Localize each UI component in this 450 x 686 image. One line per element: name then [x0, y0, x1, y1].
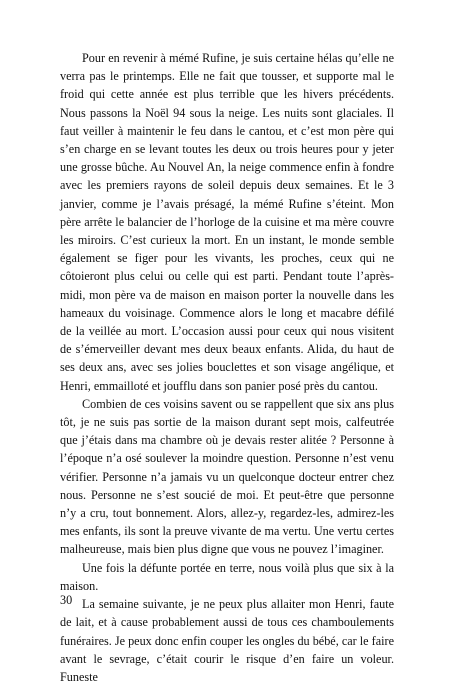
- paragraph-1: Pour en revenir à mémé Rufine, je suis certaine hélas qu’elle ne verra pas le printemps. Elle ne fait que tousser, et supporte mal le froid qui cette année est plus terrible que les hivers précédents. Nous passons la Noël 94 sous la neige. Les nuits sont glaciales. Il faut veiller à maintenir le feu dans le cantou, et c’est mon père qui s’en charge en se levant toutes les deux ou trois heures pour y jeter une grosse bûche. Au Nouvel An, la neige commence enfin à fondre avec les premiers rayons de soleil depuis deux semaines. Et le 3 janvier, comme je l’avais présagé, la mémé Rufine s’éteint. Mon père arrête le balancier de l’horloge de la cuisine et ma mère couvre les miroirs. C’est curieux la mort. En un instant, le monde semble également se figer pour les vivants, les proches, ceux qui ne côtoieront plus celui ou celle qui est parti. Pendant toute l’après-midi, mon père va de maison en maison porter la nouvelle dans les hameaux du voisinage. Commence alors le long et macabre défilé de la veillée au mort. L’occasion aussi pour ceux qui nous visitent de s’émerveiller devant mes deux beaux enfants. Alida, du haut de ses deux ans, avec ses jolies bouclettes et son visage angélique, et Henri, emmailloté et joufflu dans son panier posé près du cantou.: [60, 51, 394, 393]
- paragraph-4: La semaine suivante, je ne peux plus allaiter mon Henri, faute de lait, et à cause probablement aussi de tous ces chamboulements funéraires. Je peux donc enfin couper les ongles du bébé, car le faire avant le sevrage, c’était courir le risque d’en faire un voleur. Funeste: [60, 597, 394, 684]
- page-number: 30: [60, 593, 73, 607]
- body-text: [60, 49, 394, 686]
- paragraph-3: Une fois la défunte portée en terre, nous voilà plus que six à la maison.: [60, 560, 394, 593]
- paragraph-2: Combien de ces voisins savent ou se rappellent que six ans plus tôt, je ne suis pas sortie de la maison durant sept mois, calfeutrée que j’étais dans ma chambre où je devais rester alitée ? Personne à l’époque n’a osé soulever la moindre question. Personne n’est venu vérifier. Personne n’a jamais vu un quelconque docteur entrer chez nous. Personne ne s’est soucié de moi. Et peut-être que personne n’y a cru, tout bonnement. Alors, allez-y, regardez-les, admirez-les mes enfants, ils sont la preuve vivante de ma vertu. Une vertu certes malheureuse, mais bien plus digne que vous ne pouvez l’imaginer.: [60, 396, 394, 557]
